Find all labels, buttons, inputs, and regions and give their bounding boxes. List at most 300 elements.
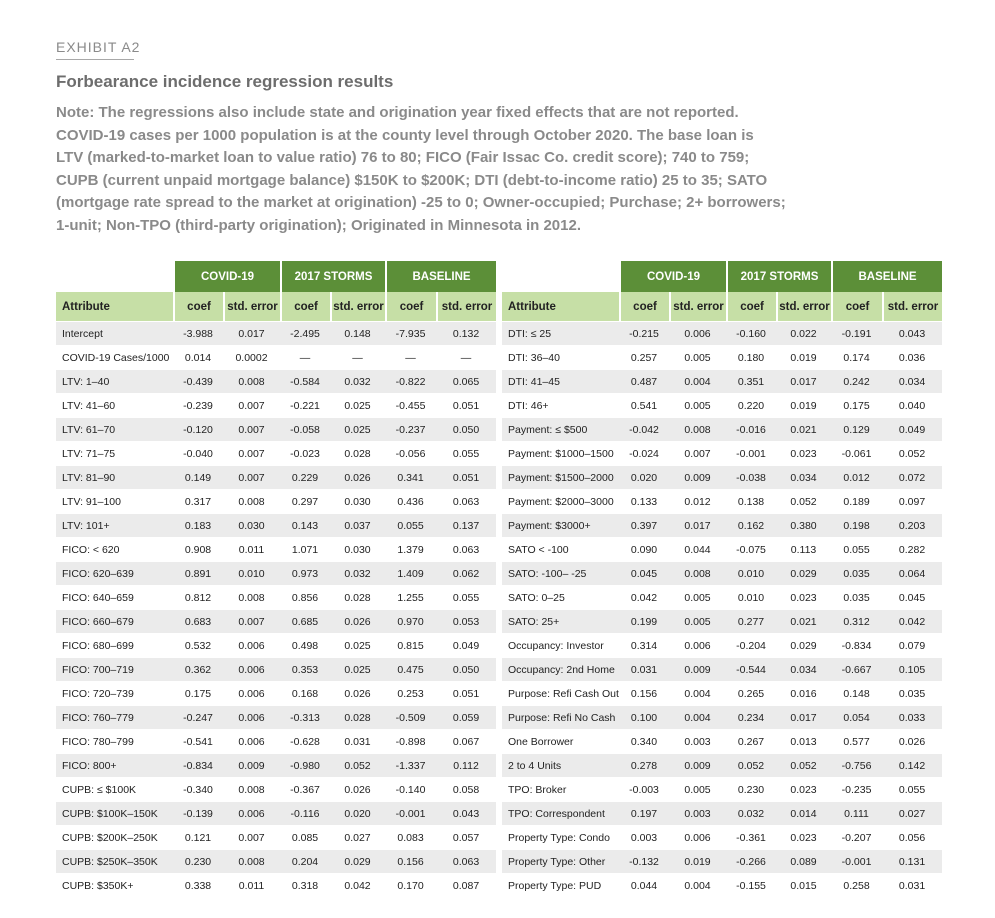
std-error-cell: 0.006 [223,657,280,681]
coef-cell: -0.667 [831,657,882,681]
std-error-cell: 0.023 [776,585,831,609]
coef-cell: 0.121 [173,825,223,849]
table-body-right [502,321,942,897]
attribute-cell: SATO < -100 [502,537,619,561]
table-row [56,681,496,705]
std-error-cell: — [330,345,385,369]
table-row [56,417,496,441]
coef-cell: 0.340 [619,729,669,753]
attribute-cell: Property Type: Condo [502,825,619,849]
coef-cell: -0.038 [726,465,776,489]
coef-cell: 0.032 [726,801,776,825]
coef-cell: -0.247 [173,705,223,729]
std-error-cell: 0.062 [436,561,496,585]
coef-cell: 0.054 [831,705,882,729]
attribute-cell: FICO: 680–699 [56,633,173,657]
std-error-cell: 0.052 [330,753,385,777]
group-header-row [502,261,942,292]
std-error-cell: 0.007 [223,393,280,417]
coef-cell: 0.020 [619,465,669,489]
note-line: LTV (marked-to-market loan to value ratio) 76 to 80; FICO (Fair Issac Co. credit score); 740 to 759; [56,149,750,166]
std-error-cell: 0.015 [776,873,831,897]
std-error-cell: 0.049 [882,417,942,441]
coef-cell: 0.230 [173,849,223,873]
std-error-cell: 0.003 [669,801,726,825]
exhibit-label: EXHIBIT A2 [56,39,141,55]
coef-cell: 0.220 [726,393,776,417]
coef-cell: 0.970 [385,609,436,633]
coef-cell: -0.455 [385,393,436,417]
std-error-cell: 0.059 [436,705,496,729]
coef-cell: -0.898 [385,729,436,753]
attribute-cell: Payment: $1500–2000 [502,465,619,489]
coef-cell: 0.129 [831,417,882,441]
std-error-cell: 0.008 [223,849,280,873]
std-error-cell: 0.058 [436,777,496,801]
std-error-cell: 0.033 [882,705,942,729]
std-error-cell: 0.044 [669,537,726,561]
coef-cell: 0.014 [173,345,223,369]
std-error-cell: 0.007 [223,825,280,849]
coef-cell: -0.023 [280,441,330,465]
std-error-cell: 0.036 [882,345,942,369]
coef-cell: 0.180 [726,345,776,369]
coef-cell: 0.133 [619,489,669,513]
std-error-cell: 0.282 [882,537,942,561]
std-error-cell: 0.004 [669,705,726,729]
std-error-cell: 0.052 [776,753,831,777]
std-error-cell: 0.007 [223,441,280,465]
std-error-cell: 0.006 [223,633,280,657]
std-error-cell: 0.064 [882,561,942,585]
group-header-baseline: BASELINE [385,261,496,292]
column-header-coef: coef [385,292,436,321]
table-row [502,705,942,729]
std-error-cell: 0.011 [223,537,280,561]
attribute-cell: CUPB: $250K–350K [56,849,173,873]
std-error-cell: 0.028 [330,441,385,465]
coef-cell: 0.052 [726,753,776,777]
coef-cell: 0.856 [280,585,330,609]
table-row [56,393,496,417]
std-error-cell: 0.052 [882,441,942,465]
std-error-cell: 0.026 [882,729,942,753]
coef-cell: 1.255 [385,585,436,609]
regression-table-right [502,261,942,897]
table-row [56,465,496,489]
attribute-cell: Payment: ≤ $500 [502,417,619,441]
table-row [56,345,496,369]
attribute-cell: FICO: 780–799 [56,729,173,753]
coef-cell: 0.397 [619,513,669,537]
attribute-cell: DTI: ≤ 25 [502,321,619,345]
coef-cell: -0.544 [726,657,776,681]
coef-cell: 1.071 [280,537,330,561]
coef-cell: 0.012 [831,465,882,489]
coef-cell: 0.685 [280,609,330,633]
attribute-cell: CUPB: $350K+ [56,873,173,897]
table-row [502,753,942,777]
coef-cell: -0.541 [173,729,223,753]
std-error-cell: 0.037 [330,513,385,537]
std-error-cell: 0.105 [882,657,942,681]
coef-cell: 0.149 [173,465,223,489]
attribute-cell: Payment: $2000–3000 [502,489,619,513]
coef-cell: 0.242 [831,369,882,393]
column-header-attribute: Attribute [502,292,619,321]
std-error-cell: 0.042 [882,609,942,633]
note-line: Note: The regressions also include state and origination year fixed effects that are not reported. [56,104,739,121]
coef-cell: 0.156 [619,681,669,705]
std-error-cell: 0.017 [223,321,280,345]
table-row [502,633,942,657]
coef-cell: 0.168 [280,681,330,705]
attribute-cell: TPO: Broker [502,777,619,801]
coef-cell: 0.204 [280,849,330,873]
std-error-cell: 0.043 [436,801,496,825]
coef-cell: 0.010 [726,585,776,609]
coef-cell: 0.683 [173,609,223,633]
coef-cell: -0.822 [385,369,436,393]
std-error-cell: 0.027 [330,825,385,849]
coef-cell: 0.148 [831,681,882,705]
coef-cell: 0.475 [385,657,436,681]
note-line: (mortgage rate spread to the market at origination) -25 to 0; Owner-occupied; Purchase; 2+ borrowers; [56,194,786,211]
coef-cell: -0.266 [726,849,776,873]
coef-cell: -0.139 [173,801,223,825]
attribute-cell: FICO: 700–719 [56,657,173,681]
std-error-cell: 0.021 [776,417,831,441]
std-error-cell: 0.008 [223,489,280,513]
column-header-std-error: std. error [436,292,496,321]
std-error-cell: 0.063 [436,537,496,561]
attribute-cell: LTV: 61–70 [56,417,173,441]
column-header-row [56,292,496,321]
std-error-cell: 0.032 [330,561,385,585]
coef-cell: -0.628 [280,729,330,753]
table-row [56,489,496,513]
table-row [502,825,942,849]
std-error-cell: 0.006 [223,705,280,729]
std-error-cell: 0.006 [669,633,726,657]
coef-cell: 0.003 [619,825,669,849]
std-error-cell: 0.008 [223,585,280,609]
std-error-cell: 0.009 [669,753,726,777]
std-error-cell: 0.007 [223,609,280,633]
group-header-baseline: BASELINE [831,261,942,292]
coef-cell: 0.044 [619,873,669,897]
table-row [502,345,942,369]
table-row [502,321,942,345]
coef-cell: 1.409 [385,561,436,585]
std-error-cell: 0.006 [223,681,280,705]
std-error-cell: 0.042 [330,873,385,897]
std-error-cell: 0.025 [330,633,385,657]
coef-cell: 0.198 [831,513,882,537]
std-error-cell: 0.087 [436,873,496,897]
coef-cell: 0.090 [619,537,669,561]
table-row [502,393,942,417]
table-row [502,681,942,705]
coef-cell: 0.338 [173,873,223,897]
table-row [56,441,496,465]
std-error-cell: 0.035 [882,681,942,705]
std-error-cell: 0.026 [330,681,385,705]
std-error-cell: 0.004 [669,681,726,705]
std-error-cell: 0.012 [669,489,726,513]
coef-cell: -0.155 [726,873,776,897]
std-error-cell: 0.142 [882,753,942,777]
table-row [502,417,942,441]
std-error-cell: 0.203 [882,513,942,537]
coef-cell: 0.541 [619,393,669,417]
std-error-cell: 0.019 [776,345,831,369]
std-error-cell: 0.026 [330,609,385,633]
std-error-cell: 0.112 [436,753,496,777]
coef-cell: -0.075 [726,537,776,561]
coef-cell: 0.436 [385,489,436,513]
table-row [56,729,496,753]
std-error-cell: 0.025 [330,393,385,417]
std-error-cell: 0.025 [330,657,385,681]
attribute-cell: FICO: 660–679 [56,609,173,633]
coef-cell: 0.253 [385,681,436,705]
column-header-std-error: std. error [882,292,942,321]
std-error-cell: 0.027 [882,801,942,825]
group-header-storms: 2017 STORMS [280,261,385,292]
std-error-cell: 0.028 [330,705,385,729]
std-error-cell: 0.030 [330,489,385,513]
std-error-cell: 0.008 [669,561,726,585]
std-error-cell: 0.380 [776,513,831,537]
coef-cell: 0.031 [619,657,669,681]
std-error-cell: 0.019 [669,849,726,873]
std-error-cell: 0.006 [669,825,726,849]
attribute-cell: SATO: 25+ [502,609,619,633]
table-row [56,585,496,609]
coef-cell: 0.815 [385,633,436,657]
coef-cell: 0.199 [619,609,669,633]
coef-cell: -0.221 [280,393,330,417]
table-row [56,561,496,585]
table-row [56,633,496,657]
std-error-cell: 0.063 [436,489,496,513]
std-error-cell: 0.008 [223,369,280,393]
std-error-cell: 0.034 [776,465,831,489]
column-header-coef: coef [280,292,330,321]
attribute-cell: Occupancy: Investor [502,633,619,657]
std-error-cell: 0.030 [223,513,280,537]
regression-table-left [56,261,496,897]
coef-cell: 0.908 [173,537,223,561]
group-header-covid: COVID-19 [619,261,726,292]
attribute-cell: Payment: $1000–1500 [502,441,619,465]
std-error-cell: 0.013 [776,729,831,753]
std-error-cell: 0.089 [776,849,831,873]
table-row [56,537,496,561]
table-row [502,441,942,465]
std-error-cell: 0.003 [669,729,726,753]
coef-cell: -0.001 [726,441,776,465]
std-error-cell: 0.028 [330,585,385,609]
std-error-cell: 0.011 [223,873,280,897]
group-header-row [56,261,496,292]
coef-cell: -0.024 [619,441,669,465]
coef-cell: -0.509 [385,705,436,729]
coef-cell: -3.988 [173,321,223,345]
blank-header-cell [502,261,619,292]
coef-cell: -0.003 [619,777,669,801]
std-error-cell: 0.006 [669,321,726,345]
std-error-cell: 0.005 [669,609,726,633]
coef-cell: 0.143 [280,513,330,537]
coef-cell: 0.100 [619,705,669,729]
coef-cell: — [280,345,330,369]
coef-cell: 0.175 [173,681,223,705]
coef-cell: 0.362 [173,657,223,681]
table-row [502,537,942,561]
std-error-cell: 0.023 [776,825,831,849]
coef-cell: 0.175 [831,393,882,417]
coef-cell: 0.265 [726,681,776,705]
coef-cell: 0.055 [831,537,882,561]
coef-cell: 0.351 [726,369,776,393]
std-error-cell: 0.025 [330,417,385,441]
std-error-cell: 0.016 [776,681,831,705]
coef-cell: -0.215 [619,321,669,345]
coef-cell: 0.314 [619,633,669,657]
attribute-cell: CUPB: ≤ $100K [56,777,173,801]
std-error-cell: 0.137 [436,513,496,537]
coef-cell: 0.258 [831,873,882,897]
attribute-cell: DTI: 36–40 [502,345,619,369]
std-error-cell: 0.007 [223,465,280,489]
attribute-cell: LTV: 41–60 [56,393,173,417]
attribute-cell: Occupancy: 2nd Home [502,657,619,681]
coef-cell: 0.234 [726,705,776,729]
table-row [502,657,942,681]
std-error-cell: 0.004 [669,369,726,393]
std-error-cell: 0.019 [776,393,831,417]
coef-cell: 0.085 [280,825,330,849]
coef-cell: -0.237 [385,417,436,441]
std-error-cell: 0.009 [223,753,280,777]
coef-cell: 0.312 [831,609,882,633]
column-header-coef: coef [831,292,882,321]
coef-cell: -0.116 [280,801,330,825]
table-row [56,801,496,825]
table-row [502,729,942,753]
table-row [502,873,942,897]
std-error-cell: 0.031 [330,729,385,753]
table-row [56,705,496,729]
table-row [56,753,496,777]
std-error-cell: 0.053 [436,609,496,633]
std-error-cell: 0.006 [223,729,280,753]
std-error-cell: 0.113 [776,537,831,561]
std-error-cell: 0.008 [669,417,726,441]
std-error-cell: 0.031 [882,873,942,897]
note-paragraph [56,102,856,237]
attribute-cell: LTV: 91–100 [56,489,173,513]
coef-cell: 0.277 [726,609,776,633]
coef-cell: 0.083 [385,825,436,849]
coef-cell: 0.297 [280,489,330,513]
coef-cell: 0.318 [280,873,330,897]
attribute-cell: LTV: 71–75 [56,441,173,465]
coef-cell: -0.160 [726,321,776,345]
std-error-cell: 0.005 [669,777,726,801]
coef-cell: -0.439 [173,369,223,393]
coef-cell: 0.891 [173,561,223,585]
coef-cell: -2.495 [280,321,330,345]
attribute-cell: FICO: 620–639 [56,561,173,585]
attribute-cell: CUPB: $100K–150K [56,801,173,825]
group-header-storms: 2017 STORMS [726,261,831,292]
std-error-cell: 0.006 [223,801,280,825]
std-error-cell: 0.017 [776,369,831,393]
coef-cell: -0.001 [831,849,882,873]
std-error-cell: 0.040 [882,393,942,417]
std-error-cell: 0.055 [436,441,496,465]
attribute-cell: FICO: < 620 [56,537,173,561]
std-error-cell: — [436,345,496,369]
coef-cell: 0.577 [831,729,882,753]
coef-cell: 0.010 [726,561,776,585]
std-error-cell: 0.026 [330,465,385,489]
std-error-cell: 0.034 [776,657,831,681]
coef-cell: 0.278 [619,753,669,777]
coef-cell: 0.257 [619,345,669,369]
std-error-cell: 0.055 [436,585,496,609]
column-header-row [502,292,942,321]
table-row [502,561,942,585]
std-error-cell: 0.055 [882,777,942,801]
table-row [56,777,496,801]
std-error-cell: 0.049 [436,633,496,657]
coef-cell: 0.230 [726,777,776,801]
column-header-coef: coef [173,292,223,321]
coef-cell: -0.313 [280,705,330,729]
column-header-coef: coef [726,292,776,321]
attribute-cell: FICO: 720–739 [56,681,173,705]
std-error-cell: 0.007 [669,441,726,465]
coef-cell: 0.487 [619,369,669,393]
std-error-cell: 0.131 [882,849,942,873]
coef-cell: -0.120 [173,417,223,441]
attribute-cell: Property Type: Other [502,849,619,873]
std-error-cell: 0.097 [882,489,942,513]
coef-cell: 0.498 [280,633,330,657]
std-error-cell: 0.051 [436,393,496,417]
std-error-cell: 0.045 [882,585,942,609]
table-row [502,777,942,801]
exhibit-rule [56,59,134,60]
std-error-cell: 0.004 [669,873,726,897]
coef-cell: 0.035 [831,561,882,585]
coef-cell: 0.055 [385,513,436,537]
coef-cell: 0.353 [280,657,330,681]
std-error-cell: 0.063 [436,849,496,873]
std-error-cell: 0.051 [436,465,496,489]
coef-cell: -0.061 [831,441,882,465]
coef-cell: -0.340 [173,777,223,801]
attribute-cell: 2 to 4 Units [502,753,619,777]
table-row [56,657,496,681]
coef-cell: -7.935 [385,321,436,345]
std-error-cell: 0.067 [436,729,496,753]
coef-cell: -0.756 [831,753,882,777]
